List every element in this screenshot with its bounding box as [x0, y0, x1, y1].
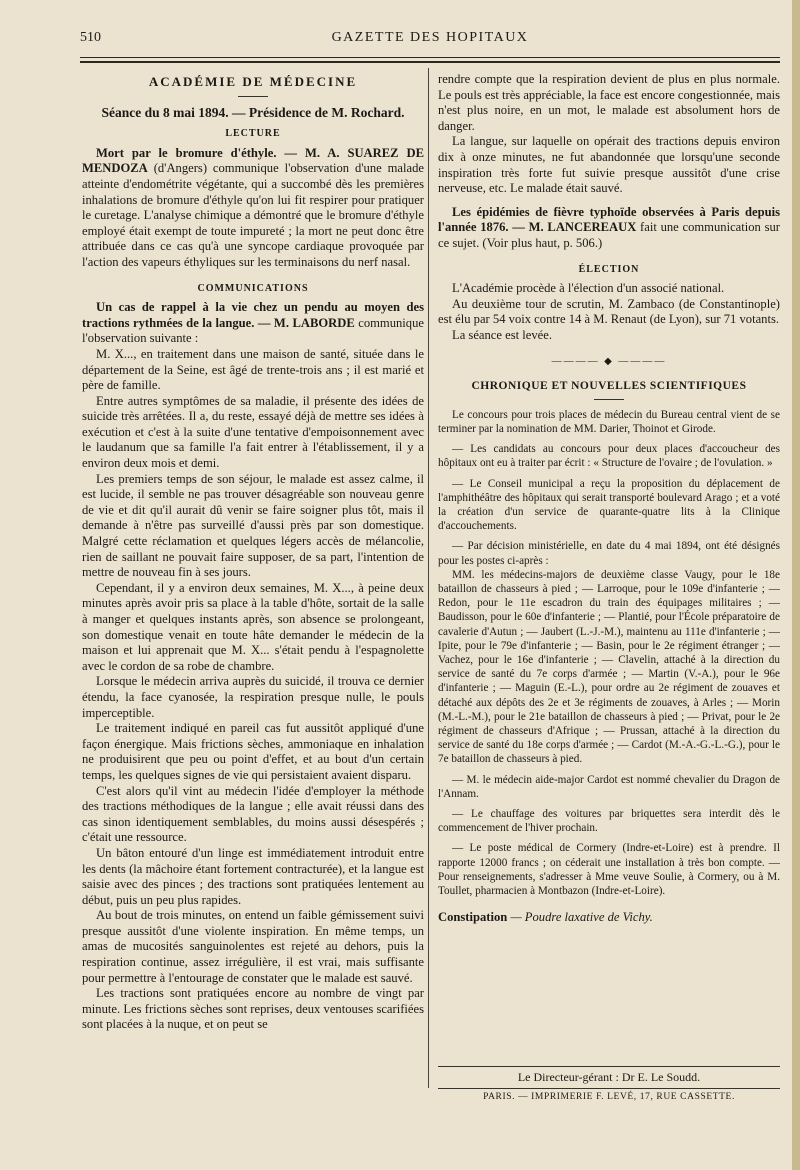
chronique-title: CHRONIQUE ET NOUVELLES SCIENTIFIQUES: [471, 380, 747, 393]
header-rule: [80, 57, 780, 58]
column-divider: [428, 68, 429, 1088]
page-edge: [792, 0, 800, 1170]
advert-lead: Constipation: [438, 910, 508, 925]
news-item: — Le poste médical de Cormery (Indre-et-Loire) est à prendre. Il rapporte 12000 francs ; on céderait une installation à très bon compte. — Pour renseignements, s'adresser à Mme veuve Soulie, à Cormery, ou à M. Toullet, pharmacien à Montbazon (Indre-et-Loire).: [438, 842, 780, 897]
paragraph: Les tractions sont pratiquées encore au nombre de vingt par minute. Les frictions sèches sont reprises, deux ventouses scarifiées sont placées à la nuque, et on peut se: [82, 986, 424, 1032]
paragraph: La séance est levée.: [452, 327, 552, 342]
paragraph: L'Académie procède à l'élection d'un associé national.: [452, 281, 725, 296]
paragraph: Les premiers temps de son séjour, le malade est assez calme, il est lucide, il semble ne pas trouver désagréable son nouveau genre de vie et dit qu'il aurait dû venir se faire soigner plus tôt, mais il demande à n'être pas surveillé d'aussi près par son domestique. Malgré cette réclamation et quelques légers accès de mélancolie, rien de saillant ne pouvait faire supposer, de sa part, l'intention de mettre de nouveau fin à ses jours.: [82, 471, 424, 580]
paragraph: Au deuxième tour de scrutin, M. Zambaco (de Constantinople) est élu par 54 voix contre 14 à M. Renaut (de Lyon), sur 71 votants.: [438, 296, 780, 327]
paragraph: M. X..., en traitement dans une maison de santé, située dans le département de la Seine, est âgé de trente-trois ans ; il est marié et père de famille.: [82, 346, 424, 393]
communications-heading: COMMUNICATIONS: [197, 282, 309, 294]
advert-rest: — Poudre laxative de Vichy.: [510, 910, 653, 925]
news-item: Le concours pour trois places de médecin du Bureau central vient de se terminer par la nomination de MM. Darier, Thoinot et Girode.: [438, 408, 780, 435]
news-item: — Les candidats au concours pour deux places d'accoucheur des hôpitaux ont eu à traiter par écrit : « Structure de l'ovaire ; de l'ovulation. »: [438, 443, 780, 470]
gerant-line: Le Directeur-gérant : Dr E. Le Soudd.: [517, 1070, 701, 1084]
continued-paragraph: rendre compte que la respiration devient de plus en plus normale. Le pouls est très appréciable, la face est encore congestionnée, mais n'est plus noire, en un mot, le malade est absolument hors de danger.: [438, 72, 780, 133]
news-item: — Le chauffage des voitures par briquettes sera interdit dès le commencement de l'hiver prochain.: [438, 807, 780, 835]
page-number: 510: [80, 30, 101, 45]
communication-intro: [82, 300, 424, 347]
footer-rule-2: [438, 1088, 780, 1089]
section-title: ACADÉMIE DE MÉDECINE: [148, 74, 358, 89]
news-item: — M. le médecin aide-major Cardot est nommé chevalier du Dragon de l'Annam.: [438, 773, 780, 800]
advert-line: [438, 910, 780, 926]
lecture-lead: Mort par le bromure d'éthyle. — M. A. SUAREZ DE MENDOZA: [82, 145, 424, 176]
lecture-heading: LECTURE: [225, 128, 281, 140]
news-item: — Le Conseil municipal a reçu la proposition du déplacement de l'amphithéâtre des hôpitaux qui serait transporté boulevard Arago ; et a voté la création d'un service de quarante-quatre lits à la Clinique d'accouchements.: [438, 477, 780, 533]
footer-rule: [438, 1066, 780, 1067]
paragraph: Lorsque le médecin arriva auprès du suicidé, il trouva ce dernier étendu, la face cyanosée, la respiration presque nulle, le pouls imperceptible.: [82, 674, 424, 720]
paragraph: Au bout de trois minutes, on entend un faible gémissement suivi presque aussitôt d'une violente inspiration. En même temps, un amas de mucosités sanguinolentes est rejeté au dehors, puis la respiration continue, assez irrégulière, il est vrai, mais suffisante pour permettre à l'entourage de constater que le malade est sauvé.: [82, 908, 424, 985]
title-rule: [238, 96, 268, 97]
paragraph: Entre autres symptômes de sa maladie, il présente des idées de suicide très arrêtées. Il a, du reste, essayé déjà de mettre ses idées à exécution et c'est à la suite d'une tentative d'empoisonnement avec le laudanum que sa famille l'a fait entrer à l'établissement, il y a environ deux mois et demi.: [82, 393, 424, 471]
election-heading: ÉLECTION: [578, 263, 640, 275]
lecture-body: (d'Angers) communique l'observation d'une malade atteinte d'endométrite végétante, qui a succombé dès les premières inhalations de bromure d'éthyle qu'on lui fit respirer pour pratiquer le curetage. L'analyse chimique a démontré que le bromure d'éthyle employé était exempt de toute impureté ; la mort ne peut donc être attribuée dans ce cas qu'à une syncope cardiaque provoquée par l'action des vapeurs éthyliques sur les terminaisons du nerf nasal.: [82, 161, 424, 269]
seance-line: Séance du 8 mai 1894. — Présidence de M. Rochard.: [101, 104, 405, 120]
header-rule-thick: [80, 61, 780, 63]
ornament-divider: ———— ◆ ————: [551, 355, 667, 367]
epidemics-lead: Les épidémies de fièvre typhoïde observées à Paris depuis l'année 1876. — M. LANCEREAUX: [438, 204, 780, 235]
paragraph: Cependant, il y a environ deux semaines, M. X..., à peine deux minutes après avoir pris sa place à la table d'hôte, sortait de la salle à manger et quelques instants après, son absence se prolongeant, son domestique venait en toute hâte demander le médecin de la maison et lui apprenait que M. X... s'était pendu à l'espagnolette avec le cordon de sa robe de chambre.: [82, 580, 424, 673]
communication-lead: Un cas de rappel à la vie chez un pendu au moyen des tractions rythmées de la langue. — M. LABORDE: [82, 300, 424, 330]
epidemics-body: fait une communication sur ce sujet. (Voir plus haut, p. 506.): [438, 220, 780, 250]
right-column: [438, 72, 780, 926]
left-column: [82, 72, 424, 1033]
news-list: [438, 408, 780, 899]
page-header: [80, 30, 780, 50]
journal-title: GAZETTE DES HOPITAUX: [331, 30, 529, 45]
paragraph: Le traitement indiqué en pareil cas fut aussitôt appliqué d'une façon énergique. Mais frictions sèches, ammoniaque en inhalation ne produisirent que peu ou point d'effet, et au bout d'un certain temps, les quelques signes de vie qui persistaient avaient disparu.: [82, 721, 424, 782]
news-item: MM. les médecins-majors de deuxième classe Vaugy, pour le 18e bataillon de chasseurs à pied ; — Larroque, pour le 109e d'infanterie ; — Redon, pour le 11e escadron du train des équipages militaires ; — Baudisson, pour le 60e d'infanterie ; — Plantié, pour l'École préparatoire de cavalerie d'Autun ; — Jaubert (L.-J.-M.), maintenu au 111e d'infanterie ; — Ipite, pour le 79e d'infanterie ; — Basin, pour le 2e régiment étranger ; — Vachez, pour le 16e d'infanterie ; — Clavelin, attaché à la direction du service de santé du 7e corps d'armée ; — Martin (V.-A.), pour le 96e d'infanterie ; — Maguin (E.-L.), pour ordre au 2e régiment de zouaves et détaché aux dépôts des 2e et 3e régiments de zouaves, à Arles ; — Morin (M.-L.-M.), pour le 21e bataillon de chasseurs à pied ; — Privat, pour le 2e régiment de chasseurs d'Afrique ; — Prussan, attaché à la direction du service de santé du 18e corps d'armée ; — Cardot (M.-A.-G.-L.-G.), pour le 7e bataillon de chasseurs à pied.: [438, 568, 780, 766]
imprint-line: PARIS. — IMPRIMERIE F. LEVÉ, 17, RUE CASSETTE.: [483, 1092, 735, 1102]
epidemics-paragraph: [438, 205, 780, 252]
lecture-paragraph: [82, 146, 424, 271]
communication-intro-text: communique l'observation suivante :: [82, 315, 424, 346]
paragraph: La langue, sur laquelle on opérait des tractions depuis environ dix à onze minutes, ne fut abandonnée que lorsqu'une seconde inspiration très forte fut suivie presque aussitôt d'une crise nerveuse, etc. Le malade était sauvé.: [438, 134, 780, 196]
paragraph: C'est alors qu'il vint au médecin l'idée d'employer la méthode des tractions méthodiques de la langue ; elle avait réussi dans des cas sinon identiquement semblables, du moins aussi désespérés ; c'était une ressource.: [82, 783, 424, 845]
chronique-rule: [594, 399, 624, 400]
paragraph: Un bâton entouré d'un linge est immédiatement introduit entre les dents (la mâchoire étant fortement contracturée), et la langue est saisie avec des pinces ; des tractions sont pratiquées lentement au début, puis un peu plus rapides.: [82, 845, 424, 907]
news-item: — Par décision ministérielle, en date du 4 mai 1894, ont été désignés pour les postes ci-après :: [438, 540, 780, 567]
